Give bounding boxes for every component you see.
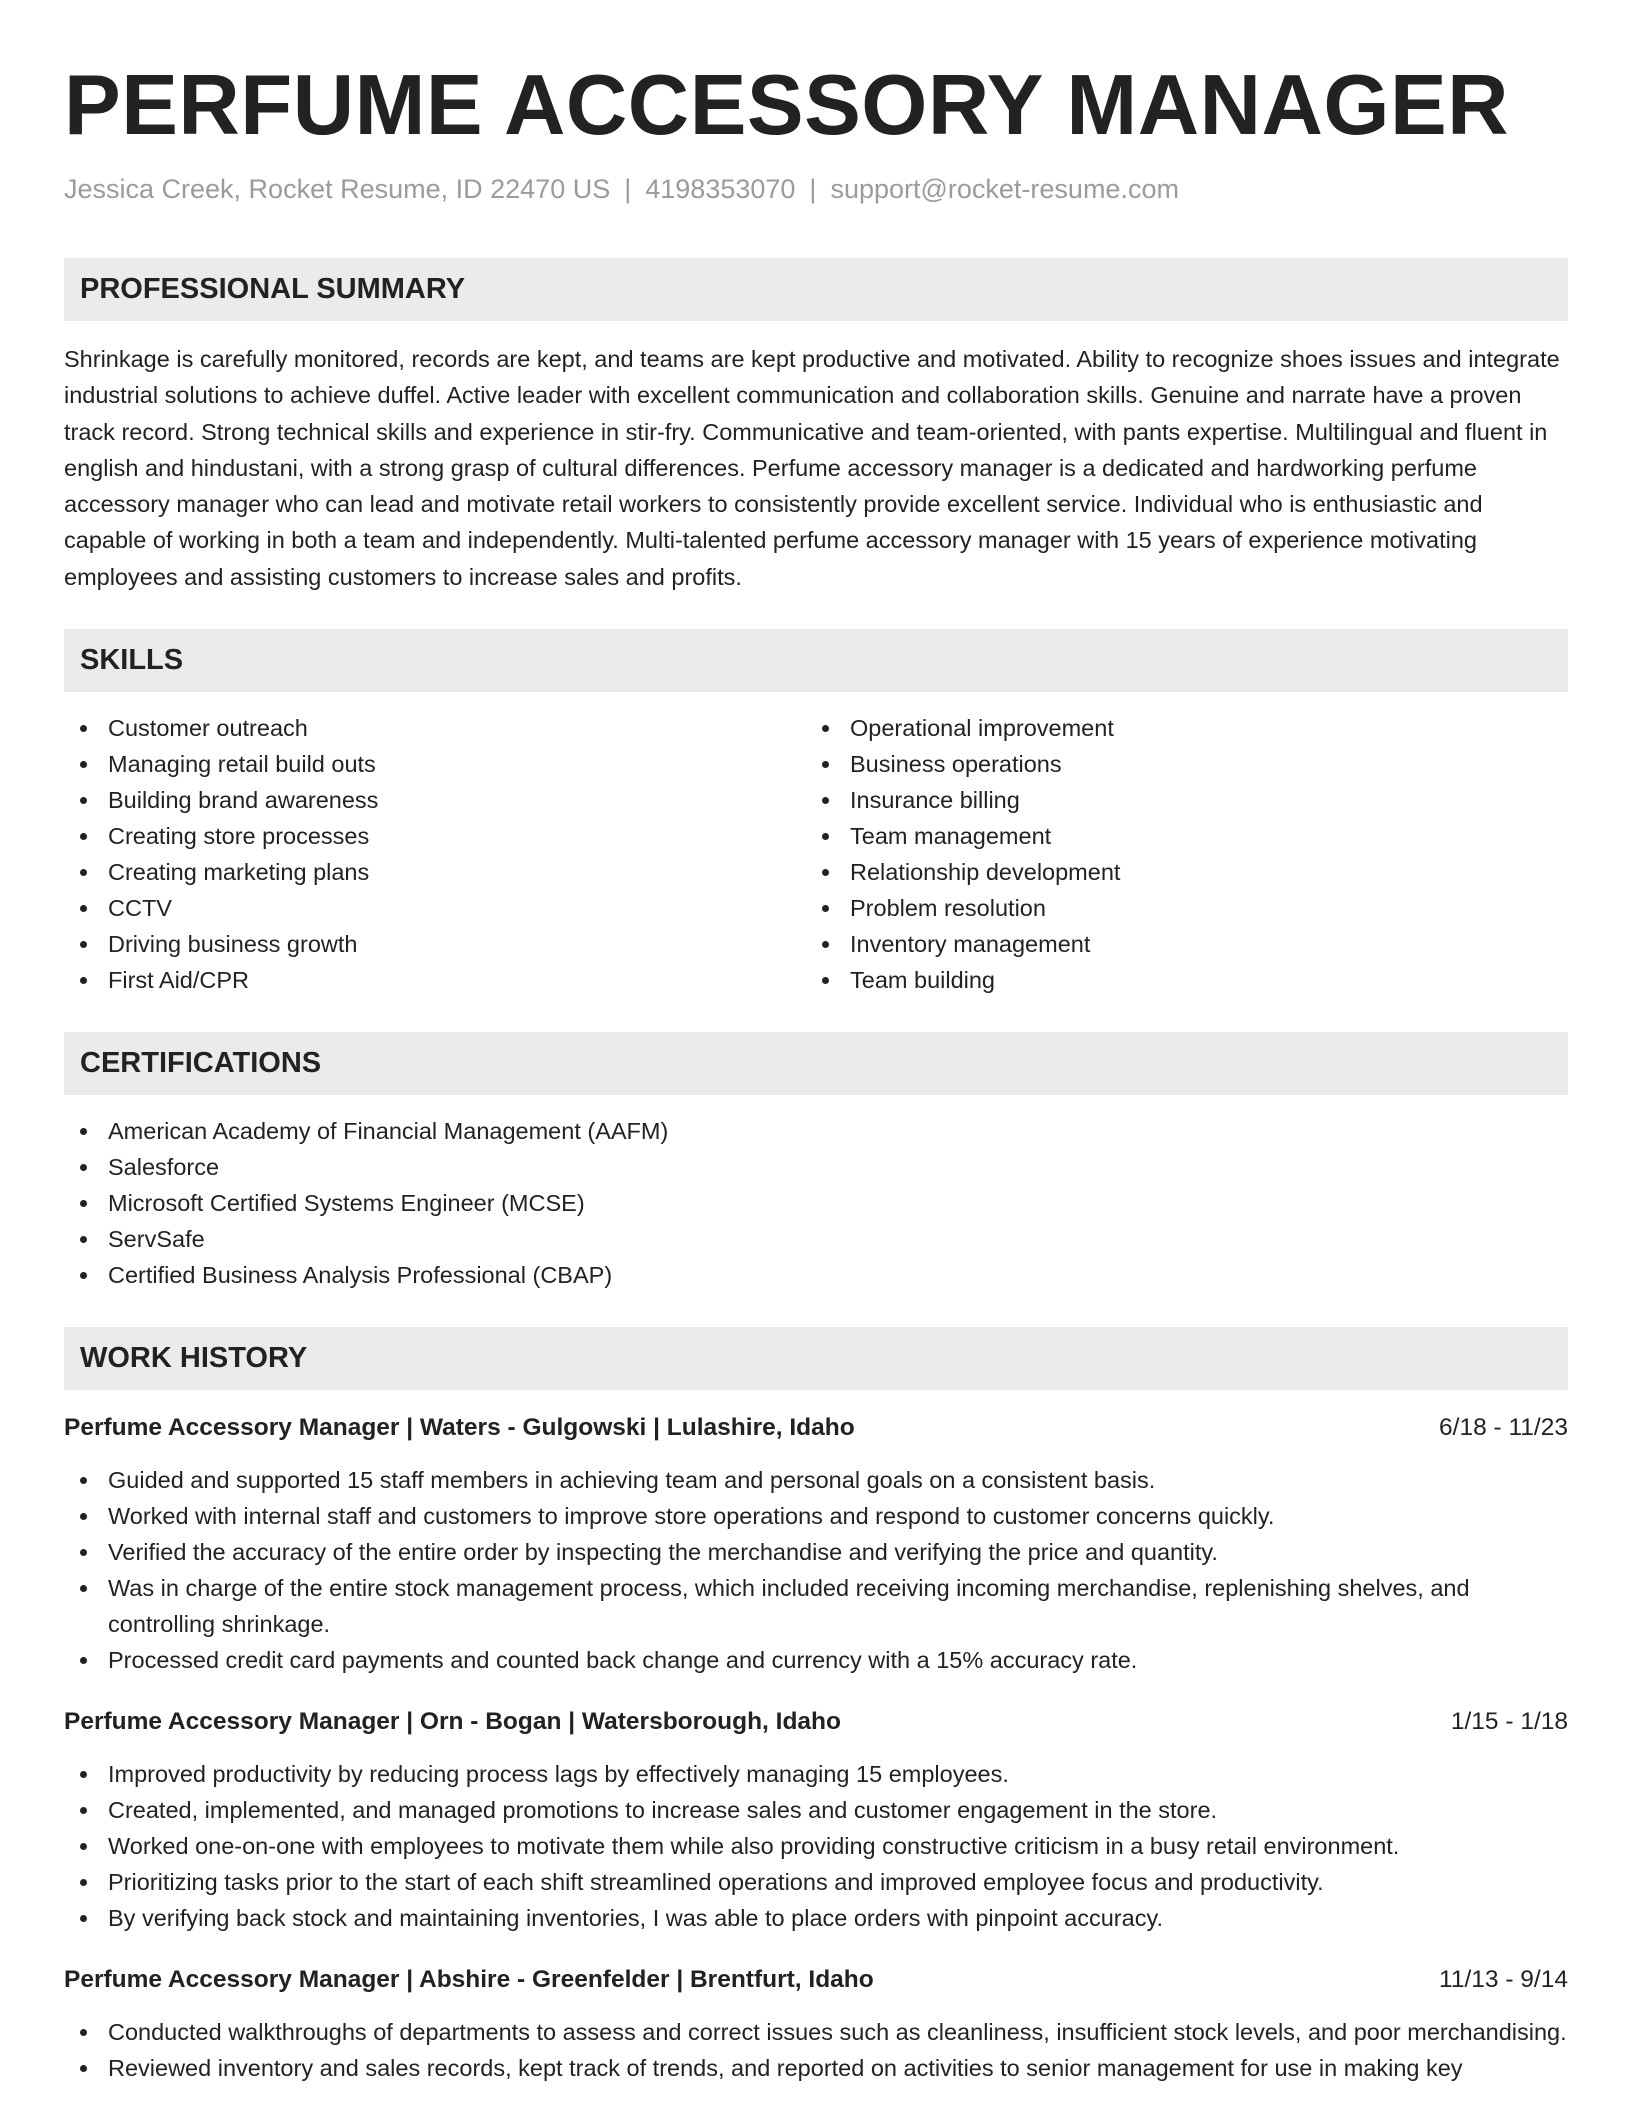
- job-entry: [64, 1962, 1568, 2086]
- skill-item: Operational improvement: [806, 710, 1548, 746]
- job-bullet: Conducted walkthroughs of departments to assess and correct issues such as cleanliness, insufficient stock levels, and poor merchandising.: [64, 2014, 1568, 2050]
- job-bullet: Worked with internal staff and customers to improve store operations and respond to customer concerns quickly.: [64, 1498, 1568, 1534]
- job-entry: [64, 1704, 1568, 1936]
- certification-item: American Academy of Financial Management (AAFM): [64, 1113, 1568, 1149]
- job-bullets: [64, 1756, 1568, 1936]
- skill-item: Insurance billing: [806, 782, 1548, 818]
- skill-item: Team management: [806, 818, 1548, 854]
- job-title: Perfume Accessory Manager | Orn - Bogan | Watersborough, Idaho: [64, 1708, 841, 1736]
- skills-list-left: [64, 710, 806, 998]
- section-header-skills: SKILLS: [64, 629, 1568, 692]
- skill-item: CCTV: [64, 890, 806, 926]
- job-bullet: Verified the accuracy of the entire order by inspecting the merchandise and verifying the price and quantity.: [64, 1534, 1568, 1570]
- job-header: [64, 1704, 1568, 1740]
- skill-item: Business operations: [806, 746, 1548, 782]
- skill-item: Inventory management: [806, 926, 1548, 962]
- skill-item: Creating store processes: [64, 818, 806, 854]
- certification-item: Microsoft Certified Systems Engineer (MCSE): [64, 1185, 1568, 1221]
- job-bullet: Prioritizing tasks prior to the start of each shift streamlined operations and improved employee focus and productivity.: [64, 1864, 1568, 1900]
- skill-item: Building brand awareness: [64, 782, 806, 818]
- contact-address: Jessica Creek, Rocket Resume, ID 22470 US: [64, 174, 611, 204]
- certification-item: ServSafe: [64, 1221, 1568, 1257]
- job-title: Perfume Accessory Manager | Waters - Gulgowski | Lulashire, Idaho: [64, 1414, 855, 1442]
- skill-item: Team building: [806, 962, 1548, 998]
- skills-list-right: [806, 710, 1548, 998]
- job-bullet: Reviewed inventory and sales records, kept track of trends, and reported on activities to senior management for use in making key: [64, 2050, 1568, 2086]
- contact-line: [64, 172, 1568, 206]
- skill-item: Customer outreach: [64, 710, 806, 746]
- skill-item: Relationship development: [806, 854, 1548, 890]
- job-bullet: Worked one-on-one with employees to motivate them while also providing constructive criticism in a busy retail environment.: [64, 1828, 1568, 1864]
- skill-item: Creating marketing plans: [64, 854, 806, 890]
- contact-email: support@rocket-resume.com: [830, 174, 1179, 204]
- certification-item: Salesforce: [64, 1149, 1568, 1185]
- job-header: [64, 1410, 1568, 1446]
- summary-text: Shrinkage is carefully monitored, records are kept, and teams are kept productive and motivated. Ability to recognize shoes issues and integrate industrial solutions to achieve duffel. Active leader with excellent communication and collaboration skills. Genuine and narrate have a proven track record. Strong technical skills and experience in stir-fry. Communicative and team-oriented, with pants expertise. Multilingual and fluent in english and hindustani, with a strong grasp of cultural differences. Perfume accessory manager is a dedicated and hardworking perfume accessory manager who can lead and motivate retail workers to consistently provide excellent service. Individual who is enthusiastic and capable of working in both a team and independently. Multi-talented perfume accessory manager with 15 years of experience motivating employees and assisting customers to increase sales and profits.: [64, 346, 1560, 590]
- job-bullet: By verifying back stock and maintaining inventories, I was able to place orders with pinpoint accuracy.: [64, 1900, 1568, 1936]
- section-header-certifications: CERTIFICATIONS: [64, 1032, 1568, 1095]
- job-bullet: Processed credit card payments and counted back change and currency with a 15% accuracy rate.: [64, 1642, 1568, 1678]
- page-title: PERFUME ACCESSORY MANAGER: [64, 58, 1510, 153]
- job-bullet: Was in charge of the entire stock management process, which included receiving incoming merchandise, replenishing shelves, and controlling shrinkage.: [64, 1570, 1568, 1642]
- job-bullet: Improved productivity by reducing process lags by effectively managing 15 employees.: [64, 1756, 1568, 1792]
- contact-separator: |: [809, 174, 817, 204]
- section-header-summary: PROFESSIONAL SUMMARY: [64, 258, 1568, 321]
- job-entry: [64, 1410, 1568, 1678]
- skills-grid: [64, 710, 1568, 998]
- job-title: Perfume Accessory Manager | Abshire - Greenfelder | Brentfurt, Idaho: [64, 1966, 874, 1994]
- certification-item: Certified Business Analysis Professional (CBAP): [64, 1257, 1568, 1293]
- job-bullets: [64, 2014, 1568, 2086]
- certifications-list: [64, 1113, 1568, 1293]
- contact-phone: 4198353070: [645, 174, 796, 204]
- job-dates: 1/15 - 1/18: [1450, 1708, 1568, 1736]
- job-header: [64, 1962, 1568, 1998]
- job-bullets: [64, 1462, 1568, 1678]
- job-bullet: Guided and supported 15 staff members in achieving team and personal goals on a consistent basis.: [64, 1462, 1568, 1498]
- contact-separator: |: [624, 174, 632, 204]
- skill-item: First Aid/CPR: [64, 962, 806, 998]
- skill-item: Problem resolution: [806, 890, 1548, 926]
- job-bullet: Created, implemented, and managed promotions to increase sales and customer engagement in the store.: [64, 1792, 1568, 1828]
- skill-item: Managing retail build outs: [64, 746, 806, 782]
- job-dates: 6/18 - 11/23: [1439, 1414, 1568, 1442]
- job-dates: 11/13 - 9/14: [1439, 1966, 1568, 1994]
- section-header-work-history: WORK HISTORY: [64, 1327, 1568, 1390]
- skill-item: Driving business growth: [64, 926, 806, 962]
